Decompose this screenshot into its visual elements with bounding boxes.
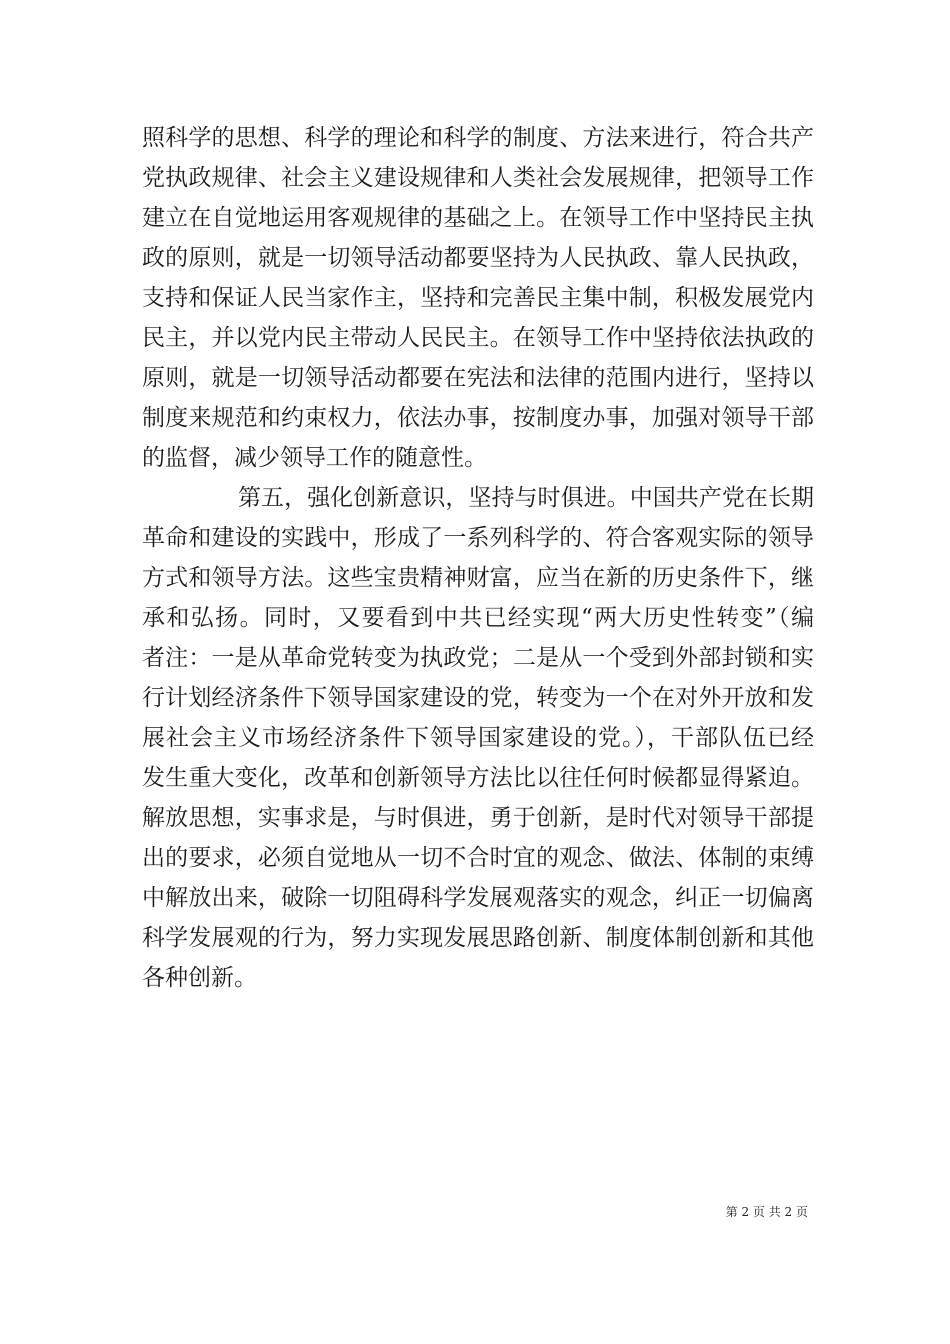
- text-line: 展社会主义市场经济条件下领导国家建设的党。），干部队伍已经: [142, 725, 814, 751]
- page-number-footer: 第 2 页 共 2 页: [725, 1205, 808, 1219]
- text-line: 制度来规范和约束权力，依法办事，按制度办事，加强对领导干部: [142, 405, 814, 431]
- text-line: 的监督，减少领导工作的随意性。: [142, 445, 487, 471]
- text-line: 民主，并以党内民主带动人民民主。在领导工作中坚持依法执政的: [142, 325, 814, 351]
- text-line: 者注：一是从革命党转变为执政党；二是从一个受到外部封锁和实: [142, 645, 814, 671]
- text-line: 党执政规律、社会主义建设规律和人类社会发展规律，把领导工作: [142, 165, 814, 191]
- text-line: 解放思想，实事求是，与时俱进，勇于创新，是时代对领导干部提: [142, 805, 814, 831]
- text-line: 中解放出来，破除一切阻碍科学发展观落实的观念，纠正一切偏离: [142, 885, 814, 911]
- text-line: 第五，强化创新意识，坚持与时俱进。中国共产党在长期: [238, 485, 814, 511]
- text-line: 原则，就是一切领导活动都要在宪法和法律的范围内进行，坚持以: [142, 365, 814, 391]
- text-line: 革命和建设的实践中，形成了一系列科学的、符合客观实际的领导: [142, 525, 814, 551]
- text-line: 照科学的思想、科学的理论和科学的制度、方法来进行，符合共产: [142, 125, 814, 151]
- text-line: 各种创新。: [142, 965, 257, 991]
- text-line: 行计划经济条件下领导国家建设的党，转变为一个在对外开放和发: [142, 685, 814, 711]
- text-line: 出的要求，必须自觉地从一切不合时宜的观念、做法、体制的束缚: [142, 845, 814, 871]
- text-line: 建立在自觉地运用客观规律的基础之上。在领导工作中坚持民主执: [142, 205, 814, 231]
- paragraph: [142, 118, 814, 478]
- text-line: 方式和领导方法。这些宝贵精神财富，应当在新的历史条件下，继: [142, 565, 814, 591]
- document-body: [142, 118, 814, 998]
- text-line: 科学发展观的行为，努力实现发展思路创新、制度体制创新和其他: [142, 925, 814, 951]
- text-line: 政的原则，就是一切领导活动都要坚持为人民执政、靠人民执政，: [142, 245, 814, 271]
- text-line: 发生重大变化，改革和创新领导方法比以往任何时候都显得紧迫。: [142, 765, 814, 791]
- paragraph: [142, 478, 814, 998]
- text-line: 支持和保证人民当家作主，坚持和完善民主集中制，积极发展党内: [142, 285, 814, 311]
- text-line: 承和弘扬。同时，又要看到中共已经实现“两大历史性转变”（编: [142, 605, 814, 631]
